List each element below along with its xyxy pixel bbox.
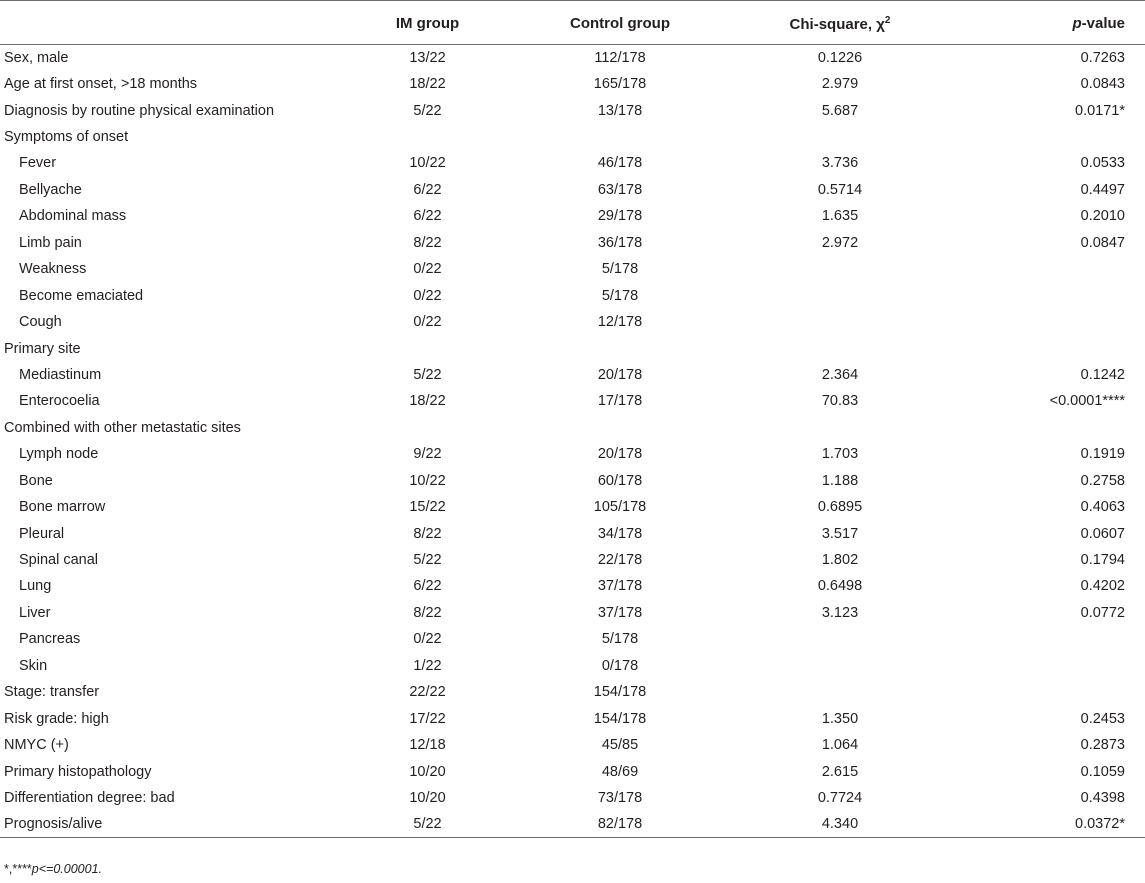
chi-square-cell (730, 335, 950, 361)
row-label: Prognosis/alive (0, 811, 345, 837)
p-italic: p (1072, 15, 1082, 32)
p-value-cell: 0.2873 (1080, 737, 1125, 754)
chi-square-cell: 0.7724 (817, 789, 863, 806)
table-row (0, 388, 1145, 414)
p-value-cell: 0.0843 (1080, 76, 1125, 93)
row-label: Differentiation degree: bad (4, 789, 175, 806)
im-group-cell: 6/22 (413, 578, 442, 595)
table-row (0, 150, 1145, 176)
control-group-cell (510, 415, 730, 441)
chi-square-cell (730, 282, 950, 308)
control-group-cell: 20/178 (597, 446, 643, 463)
row-label: Spinal canal (19, 552, 98, 569)
p-suffix: -value (1081, 15, 1125, 32)
chi-square-cell: 2.972 (821, 234, 859, 251)
row-label: Pancreas (19, 631, 81, 648)
control-group-cell: 0/178 (601, 657, 639, 674)
chi-square-cell: 3.123 (821, 604, 859, 621)
table-row (0, 415, 1145, 441)
im-group-cell: 22/22 (409, 684, 446, 701)
table-row (0, 520, 1145, 546)
p-value-cell: 0.0533 (1080, 155, 1125, 172)
im-group-cell: 1/22 (413, 657, 442, 674)
im-group-cell: 17/22 (409, 710, 446, 727)
chi-square-cell (730, 626, 950, 652)
table-row (0, 441, 1145, 467)
im-group-cell: 12/18 (409, 737, 446, 754)
row-label: Primary histopathology (4, 763, 152, 780)
control-group-cell: 105/178 (593, 499, 647, 516)
p-value-cell (950, 282, 1145, 308)
chi-square-cell: 70.83 (821, 393, 859, 410)
chi-square-cell: 1.188 (821, 472, 859, 489)
chi-square-cell: 2.615 (821, 763, 859, 780)
p-value-cell (950, 415, 1145, 441)
im-group-cell: 5/22 (413, 552, 442, 569)
footnote-italic: p<=0.00001. (31, 862, 103, 876)
chi-square-cell: 1.635 (821, 208, 859, 225)
control-group-cell: 29/178 (597, 208, 643, 225)
table-row (0, 282, 1145, 308)
p-value-cell: 0.2453 (1080, 710, 1125, 727)
chi-square-cell: 0.1226 (817, 49, 863, 66)
row-label: Fever (19, 155, 57, 172)
chi-square-cell: 0.5714 (817, 181, 863, 198)
control-group-cell: 154/178 (593, 710, 647, 727)
control-group-cell: 5/178 (601, 287, 639, 304)
im-group-cell: 10/22 (409, 472, 446, 489)
p-value-cell: 0.0772 (1080, 604, 1125, 621)
control-group-cell: 22/178 (597, 552, 643, 569)
p-value-cell (950, 679, 1145, 705)
row-label: Bellyache (19, 181, 82, 198)
im-group-cell: 10/22 (409, 155, 446, 172)
control-group-cell: 45/85 (601, 737, 639, 754)
p-value-cell: 0.4063 (1080, 499, 1125, 516)
chi-square-cell (730, 124, 950, 150)
control-group-cell: 20/178 (597, 366, 643, 383)
p-value-cell: <0.0001**** (1049, 393, 1125, 410)
row-label: Primary site (4, 340, 81, 357)
chi-square-cell (730, 653, 950, 679)
row-label: Pleural (19, 525, 65, 542)
control-group-cell (510, 124, 730, 150)
p-value-cell (950, 256, 1145, 282)
row-label: Become emaciated (19, 287, 144, 304)
chi-square-cell: 1.350 (821, 710, 859, 727)
p-value-cell (950, 626, 1145, 652)
p-value-cell: 0.1059 (1080, 763, 1125, 780)
p-value-cell: 0.4202 (1080, 578, 1125, 595)
chi-square-cell: 0.6895 (817, 499, 863, 516)
row-label: Lymph node (19, 446, 99, 463)
control-group-cell: 46/178 (597, 155, 643, 172)
control-group-cell: 37/178 (597, 578, 643, 595)
p-value-cell: 0.4497 (1080, 181, 1125, 198)
chi-square-label: Chi-square, χ (789, 16, 885, 33)
table-row (0, 494, 1145, 520)
p-value-cell: 0.0607 (1080, 525, 1125, 542)
header-blank (0, 1, 345, 45)
im-group-cell: 18/22 (409, 393, 446, 410)
im-group-cell: 0/22 (413, 314, 442, 331)
im-group-cell: 0/22 (413, 631, 442, 648)
header-p-value (950, 1, 1145, 45)
row-label: Limb pain (19, 234, 82, 251)
control-group-cell: 154/178 (593, 684, 647, 701)
p-value-cell: 0.1794 (1080, 552, 1125, 569)
p-value-cell (950, 653, 1145, 679)
chi-square-cell: 4.340 (730, 811, 950, 837)
table-row (0, 362, 1145, 388)
p-value-cell: 0.0171* (1075, 102, 1125, 119)
control-group-cell: 5/178 (601, 261, 639, 278)
table-row (0, 785, 1145, 811)
chi-square-cell: 1.064 (821, 737, 859, 754)
row-label: Abdominal mass (19, 208, 127, 225)
control-group-cell: 37/178 (597, 604, 643, 621)
row-label: Stage: transfer (4, 684, 100, 701)
chi-square-cell: 2.364 (821, 366, 859, 383)
row-label: Sex, male (4, 49, 69, 66)
table-row (0, 177, 1145, 203)
im-group-cell: 8/22 (413, 525, 442, 542)
table-row (0, 600, 1145, 626)
im-group-cell: 5/22 (413, 366, 442, 383)
im-group-cell (345, 335, 510, 361)
control-group-cell: 34/178 (597, 525, 643, 542)
row-label: Lung (19, 578, 52, 595)
control-group-cell: 5/178 (601, 631, 639, 648)
p-value-cell (950, 124, 1145, 150)
im-group-cell: 10/20 (409, 763, 446, 780)
table-row (0, 758, 1145, 784)
table-row (0, 811, 1145, 837)
p-value-cell: 0.1242 (1080, 366, 1125, 383)
chi-square-cell: 2.979 (821, 76, 859, 93)
control-group-cell: 12/178 (597, 314, 643, 331)
control-group-cell: 63/178 (597, 181, 643, 198)
im-group-cell (345, 124, 510, 150)
row-label: Symptoms of onset (4, 129, 129, 146)
row-label: Cough (19, 314, 62, 331)
table-row (0, 653, 1145, 679)
row-label: Combined with other metastatic sites (4, 419, 241, 436)
chi-square-cell (730, 256, 950, 282)
control-group-cell: 17/178 (597, 393, 643, 410)
chi-square-exponent: 2 (884, 15, 891, 26)
table-row (0, 97, 1145, 123)
table-row (0, 124, 1145, 150)
table-row (0, 45, 1145, 71)
control-group-cell: 82/178 (510, 811, 730, 837)
chi-square-cell: 1.703 (821, 446, 859, 463)
header-im-group: IM group (345, 1, 510, 45)
im-group-cell: 13/22 (409, 49, 446, 66)
im-group-cell: 8/22 (413, 604, 442, 621)
chi-square-cell: 3.517 (821, 525, 859, 542)
row-label: Weakness (19, 261, 87, 278)
row-label: Bone marrow (19, 499, 106, 516)
control-group-cell: 60/178 (597, 472, 643, 489)
im-group-cell: 0/22 (413, 261, 442, 278)
header-chi-square (730, 1, 950, 45)
im-group-cell: 10/20 (409, 789, 446, 806)
row-label: Diagnosis by routine physical examination (4, 102, 275, 119)
control-group-cell: 48/69 (601, 763, 639, 780)
table-row (0, 468, 1145, 494)
chi-square-cell: 3.736 (821, 155, 859, 172)
table-row (0, 626, 1145, 652)
im-group-cell: 18/22 (409, 76, 446, 93)
chi-square-cell: 0.6498 (817, 578, 863, 595)
p-value-cell (950, 335, 1145, 361)
chi-square-cell (730, 309, 950, 335)
table-row (0, 732, 1145, 758)
p-value-cell: 0.2010 (1080, 208, 1125, 225)
table-header (0, 1, 1145, 45)
table-body (0, 45, 1145, 838)
table-row (0, 335, 1145, 361)
p-value-cell: 0.0847 (1080, 234, 1125, 251)
p-value-cell (950, 309, 1145, 335)
chi-square-cell: 5.687 (821, 102, 859, 119)
row-label: Bone (19, 472, 53, 489)
table-row (0, 573, 1145, 599)
control-group-cell: 36/178 (597, 234, 643, 251)
im-group-cell: 5/22 (345, 811, 510, 837)
p-value-cell: 0.0372* (950, 811, 1145, 837)
table-row (0, 230, 1145, 256)
row-label: Age at first onset, >18 months (4, 76, 198, 93)
control-group-cell: 13/178 (597, 102, 643, 119)
p-value-cell: 0.2758 (1080, 472, 1125, 489)
control-group-cell: 165/178 (593, 76, 647, 93)
im-group-cell: 5/22 (413, 102, 442, 119)
p-value-cell: 0.4398 (1080, 789, 1125, 806)
row-label: Mediastinum (19, 366, 102, 383)
header-control-group: Control group (510, 1, 730, 45)
p-value-cell: 0.1919 (1080, 446, 1125, 463)
row-label: Liver (19, 604, 51, 621)
table-row (0, 705, 1145, 731)
footnote-prefix: *,**** (4, 862, 32, 876)
p-value-cell: 0.7263 (1080, 49, 1125, 66)
table-footnote (4, 862, 102, 876)
chi-square-cell (730, 679, 950, 705)
row-label: Enterocoelia (19, 393, 100, 410)
im-group-cell: 6/22 (413, 208, 442, 225)
table-row (0, 203, 1145, 229)
control-group-cell: 112/178 (594, 49, 646, 66)
chi-square-cell: 1.802 (821, 552, 859, 569)
row-label: Skin (19, 657, 48, 674)
control-group-cell: 73/178 (597, 789, 643, 806)
table-row (0, 679, 1145, 705)
table-row (0, 547, 1145, 573)
row-label: NMYC (+) (4, 737, 69, 754)
control-group-cell (510, 335, 730, 361)
table-row (0, 256, 1145, 282)
im-group-cell: 8/22 (413, 234, 442, 251)
table-row (0, 309, 1145, 335)
im-group-cell: 0/22 (413, 287, 442, 304)
im-group-cell (345, 415, 510, 441)
im-group-cell: 9/22 (413, 446, 442, 463)
row-label: Risk grade: high (4, 710, 109, 727)
im-group-cell: 15/22 (409, 499, 446, 516)
chi-square-cell (730, 415, 950, 441)
im-group-cell: 6/22 (413, 181, 442, 198)
table-row (0, 71, 1145, 97)
header-row (0, 1, 1145, 45)
